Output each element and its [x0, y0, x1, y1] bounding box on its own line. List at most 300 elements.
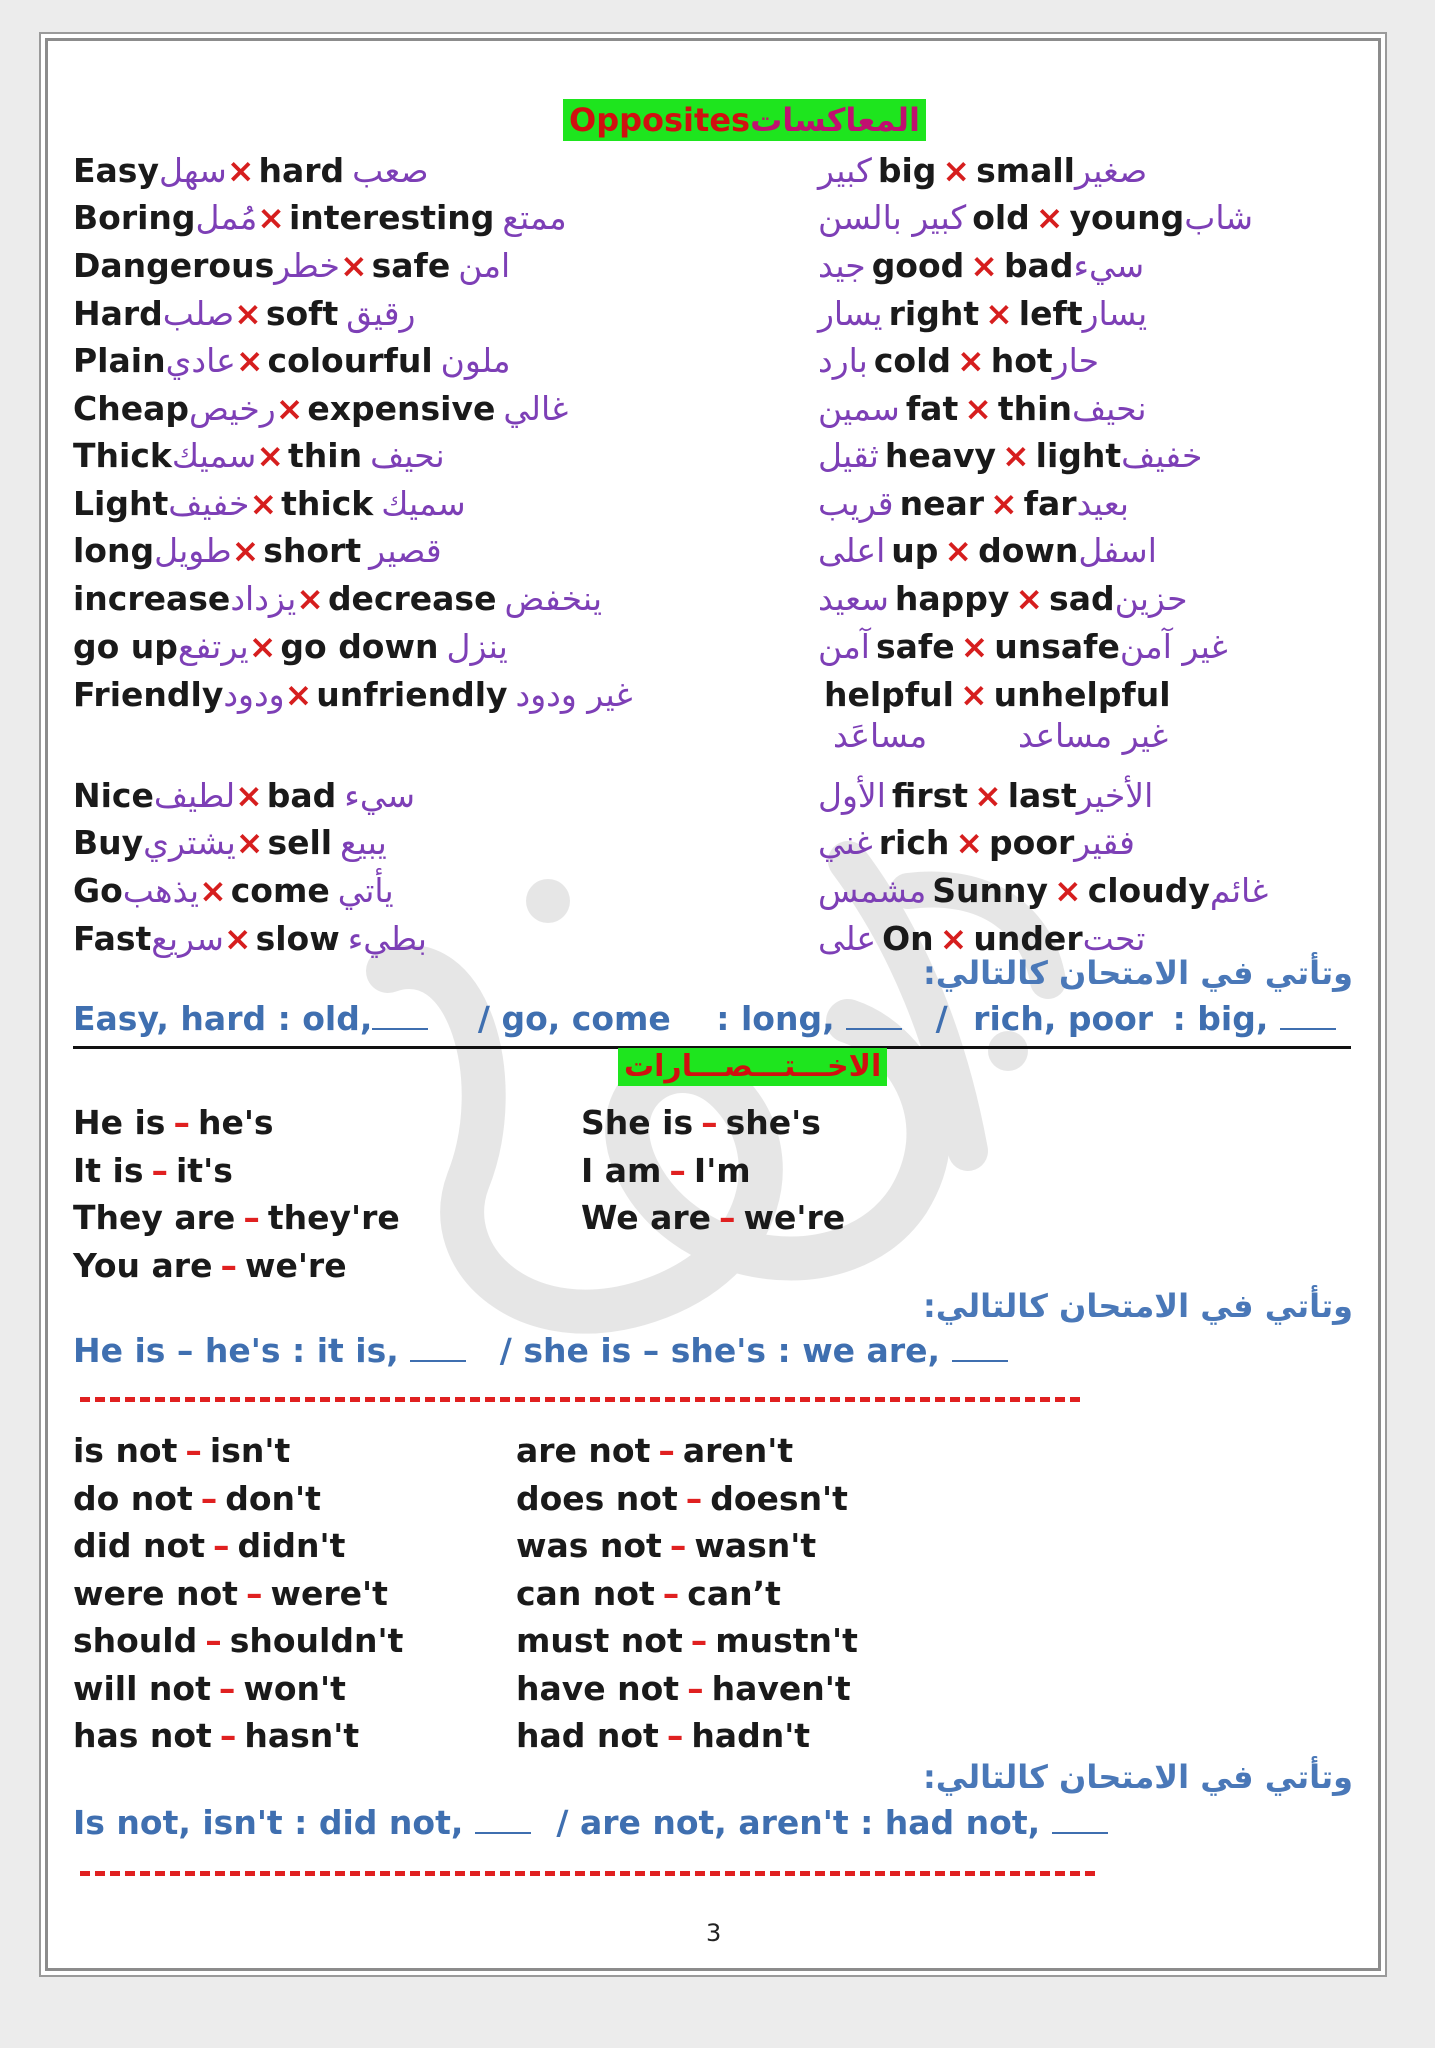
short-form: didn't — [237, 1526, 346, 1565]
contraction-pair — [581, 1198, 845, 1238]
short-form: doesn't — [710, 1478, 848, 1518]
english-word: last — [1007, 776, 1077, 815]
short-form: hasn't — [244, 1716, 360, 1755]
opposite-pair — [73, 389, 568, 429]
short-form: mustn't — [715, 1621, 858, 1660]
arabic-meaning: يزداد — [230, 579, 297, 618]
english-word: big — [877, 151, 937, 190]
arabic-meaning: يسار — [818, 294, 883, 333]
dash-mark: – — [205, 1621, 222, 1660]
exam-text: / — [935, 999, 948, 1038]
full-form: do not — [73, 1478, 193, 1518]
arabic-meaning: قريب — [818, 484, 894, 523]
english-word: Boring — [73, 198, 196, 237]
english-word: expensive — [307, 389, 496, 428]
arabic-meaning: سمين — [818, 389, 900, 428]
english-word: thick — [281, 484, 374, 523]
english-word: go down — [280, 627, 439, 666]
arabic-meaning: لطيف — [153, 776, 236, 815]
contraction-pair — [516, 1431, 793, 1471]
opposite-mark: × — [296, 579, 324, 618]
arabic-meaning: يشتري — [143, 823, 236, 862]
arabic-meaning: ودود — [223, 675, 285, 714]
short-form: we're — [244, 1245, 347, 1285]
worksheet-page — [45, 38, 1381, 1971]
english-word: increase — [73, 579, 231, 618]
english-word: Friendly — [73, 675, 224, 714]
exam-note-opposites: وتأتي في الامتحان كالتالي: — [922, 954, 1353, 992]
english-word: left — [1018, 294, 1083, 333]
opposite-mark: × — [964, 389, 992, 428]
page-number: 3 — [706, 1919, 722, 1947]
contraction-pair — [73, 1479, 321, 1519]
opposite-mark: × — [1002, 436, 1030, 475]
opposite-pair — [73, 919, 427, 959]
english-word: cloudy — [1087, 871, 1210, 910]
opposite-pair — [818, 531, 1157, 571]
arabic-meaning: سريع — [151, 919, 224, 958]
arabic-meaning: تحت — [1082, 919, 1146, 958]
arabic-meaning: غالي — [503, 389, 569, 428]
full-form: They are — [73, 1198, 236, 1237]
dash-mark: – — [200, 1478, 218, 1518]
opposite-mark: × — [226, 151, 255, 190]
full-form: She is — [581, 1103, 694, 1142]
opposite-mark: × — [974, 776, 1002, 815]
contraction-pair — [73, 1431, 290, 1471]
short-form: hadn't — [691, 1716, 811, 1755]
english-word: soft — [265, 294, 339, 333]
opposite-mark: × — [235, 341, 264, 380]
contraction-pair — [73, 1669, 346, 1709]
english-word: down — [978, 531, 1079, 570]
arabic-meaning: خفيف — [1121, 436, 1203, 475]
opposite-mark: × — [1054, 871, 1082, 910]
red-dashed-divider-2 — [80, 1871, 1095, 1876]
short-form: isn't — [209, 1431, 291, 1470]
full-form: are not — [516, 1431, 651, 1470]
exam-text: He is – he's : it is, — [73, 1331, 399, 1370]
arabic-meaning: اسفل — [1078, 531, 1157, 570]
english-word: interesting — [288, 198, 495, 237]
exam-text: : long, — [716, 999, 835, 1038]
opposite-pair — [818, 675, 1171, 715]
arabic-meaning: غني — [818, 823, 873, 862]
opposite-pair — [73, 627, 508, 667]
opposite-pair — [818, 871, 1268, 911]
dash-mark: – — [243, 1198, 260, 1237]
opposite-mark: × — [231, 531, 260, 570]
full-form: will not — [73, 1668, 211, 1708]
opposite-pair — [818, 198, 1253, 238]
short-form: he's — [197, 1103, 274, 1142]
arabic-meaning: يذهب — [122, 871, 200, 910]
dash-mark: – — [173, 1103, 190, 1142]
opposite-mark: × — [955, 823, 984, 862]
opposite-mark: × — [990, 484, 1018, 523]
english-word: unfriendly — [316, 675, 508, 714]
contraction-pair — [73, 1574, 388, 1614]
arabic-meaning: مشمس — [818, 871, 927, 910]
full-form: should — [73, 1621, 198, 1660]
contraction-pair — [73, 1526, 345, 1566]
english-word: Thick — [73, 436, 172, 475]
english-word: Buy — [73, 823, 144, 862]
short-form: shouldn't — [229, 1621, 404, 1660]
arabic-meaning: ينزل — [446, 627, 508, 666]
arabic-meaning: خفيف — [168, 484, 250, 523]
arabic-meaning: الأول — [818, 776, 886, 815]
dash-mark: – — [212, 1526, 230, 1565]
opposite-mark: × — [1035, 198, 1064, 237]
english-word: safe — [371, 246, 451, 285]
arabic-meaning: يرتفع — [177, 627, 249, 666]
short-form: they're — [267, 1198, 400, 1237]
english-word: go up — [73, 627, 178, 666]
helpful-ar: مساعَد — [833, 716, 928, 755]
english-word: colourful — [267, 341, 433, 380]
arabic-meaning: على — [818, 919, 877, 958]
red-dashed-divider — [80, 1397, 1080, 1402]
english-word: good — [871, 246, 965, 285]
opposite-pair — [818, 484, 1129, 524]
english-word: Plain — [73, 341, 166, 380]
opposite-mark: × — [223, 919, 252, 958]
dash-mark: – — [685, 1478, 703, 1518]
short-form: were't — [270, 1573, 388, 1613]
full-form: We are — [581, 1198, 712, 1237]
english-word: bad — [1003, 246, 1074, 285]
arabic-meaning: نحيف — [370, 436, 445, 475]
english-word: Go — [73, 871, 123, 910]
arabic-meaning: صعب — [352, 151, 429, 190]
opposite-mark: × — [235, 776, 263, 815]
english-word: unsafe — [994, 627, 1120, 666]
contraction-pair — [516, 1574, 781, 1614]
opposite-mark: × — [235, 823, 264, 862]
full-form: He is — [73, 1103, 166, 1142]
english-word: near — [899, 484, 984, 523]
arabic-meaning: صغير — [1074, 151, 1148, 190]
contraction-pair — [73, 1103, 274, 1143]
contraction-pair — [516, 1526, 816, 1566]
opposite-pair — [818, 294, 1147, 334]
arabic-meaning: يأتي — [337, 871, 394, 910]
exam-contractions — [73, 1331, 1008, 1371]
dash-mark: – — [687, 1668, 704, 1708]
opposite-pair — [818, 389, 1147, 429]
opposite-mark: × — [985, 294, 1013, 333]
opposite-mark: × — [257, 198, 285, 237]
english-word: safe — [875, 627, 955, 666]
arabic-meaning: غائم — [1209, 871, 1269, 910]
arabic-meaning: سيء — [344, 776, 415, 815]
dash-mark: – — [690, 1621, 708, 1660]
opposite-pair — [73, 341, 511, 381]
arabic-meaning: مُمل — [195, 198, 258, 237]
english-word: heavy — [884, 436, 996, 475]
english-word: bad — [266, 776, 337, 815]
dash-mark: – — [669, 1150, 686, 1190]
short-form: I'm — [693, 1150, 751, 1190]
english-word: under — [973, 919, 1083, 958]
contraction-pair — [73, 1198, 400, 1238]
arabic-meaning: سيء — [1073, 246, 1145, 285]
full-form: is not — [73, 1431, 178, 1470]
opposite-mark: × — [942, 151, 971, 190]
dash-mark: – — [662, 1573, 680, 1613]
arabic-meaning: كبير — [818, 151, 872, 190]
opposite-mark: × — [939, 919, 968, 958]
english-word: first — [891, 776, 969, 815]
english-word: slow — [255, 919, 340, 958]
full-form: has not — [73, 1716, 212, 1755]
english-word: Dangerous — [73, 246, 275, 285]
exam-text: / she is – she's : we are, — [499, 1331, 941, 1370]
opposite-pair — [73, 871, 394, 911]
arabic-meaning: ممتع — [502, 198, 567, 237]
opposite-mark: × — [256, 436, 284, 475]
contraction-pair — [73, 1151, 233, 1191]
exam-note-negatives: وتأتي في الامتحان كالتالي: — [922, 1758, 1353, 1796]
arabic-meaning: ثقيل — [818, 436, 879, 475]
english-word: Easy — [73, 151, 159, 190]
full-form: does not — [516, 1478, 678, 1518]
english-word: young — [1069, 198, 1185, 237]
english-word: Sunny — [932, 871, 1049, 910]
exam-text: / are not, aren't : had not, — [556, 1803, 1041, 1842]
english-word: helpful — [824, 675, 954, 714]
english-word: hot — [990, 341, 1053, 380]
arabic-meaning: اعلى — [818, 531, 886, 570]
arabic-meaning: حار — [1052, 341, 1100, 380]
full-form: You are — [73, 1245, 213, 1285]
full-form: have not — [516, 1668, 680, 1708]
arabic-meaning: بطيء — [347, 919, 427, 958]
blank — [372, 1002, 428, 1030]
blank — [475, 1806, 531, 1834]
dash-mark: – — [245, 1573, 263, 1613]
arabic-meaning: عادي — [165, 341, 236, 380]
opposite-pair — [73, 436, 445, 476]
opposite-pair — [73, 675, 633, 715]
opposite-pair — [73, 294, 415, 334]
full-form: can not — [516, 1573, 655, 1613]
arabic-meaning: سعيد — [818, 579, 889, 618]
opposite-pair — [818, 823, 1135, 863]
english-word: sell — [267, 823, 333, 862]
english-word: Light — [73, 484, 169, 523]
full-form: did not — [73, 1526, 205, 1565]
arabic-meaning: سميك — [381, 484, 466, 523]
blank — [1052, 1806, 1108, 1834]
short-form: won't — [243, 1668, 346, 1708]
arabic-meaning: بعيد — [1076, 484, 1129, 523]
arabic-meaning: طويل — [154, 531, 232, 570]
short-form: she's — [725, 1103, 821, 1142]
english-word: Hard — [73, 294, 163, 333]
opposite-pair — [73, 151, 429, 191]
opposite-pair — [818, 151, 1147, 191]
dash-mark: – — [219, 1716, 237, 1755]
arabic-meaning: غير ودود — [515, 675, 633, 714]
short-form: don't — [225, 1478, 321, 1518]
exam-text: : big, — [1172, 999, 1269, 1038]
arabic-meaning: يبيع — [340, 823, 387, 862]
arabic-meaning: جيد — [818, 246, 866, 285]
arabic-meaning: كبير بالسن — [818, 198, 967, 237]
blank — [952, 1334, 1008, 1362]
contractions-title-text: الاخـــتـــصـــارات — [624, 1049, 882, 1084]
arabic-meaning: الأخير — [1076, 776, 1154, 815]
dash-mark: – — [185, 1431, 202, 1470]
exam-text: Is not, isn't : did not, — [73, 1803, 464, 1842]
english-word: long — [73, 531, 155, 570]
opposite-pair — [818, 246, 1144, 286]
english-word: fat — [905, 389, 959, 428]
english-word: hard — [258, 151, 345, 190]
arabic-meaning: سهل — [158, 151, 227, 190]
short-form: it's — [176, 1150, 233, 1190]
english-word: rich — [878, 823, 950, 862]
contractions-title — [618, 1048, 887, 1086]
blank — [846, 1002, 902, 1030]
opposite-mark: × — [199, 871, 227, 910]
arabic-meaning: ملون — [440, 341, 511, 380]
exam-text: / go, come — [477, 999, 671, 1038]
arabic-meaning: خطر — [274, 246, 340, 285]
arabic-meaning: صلب — [162, 294, 235, 333]
short-form: wasn't — [694, 1526, 817, 1565]
english-word: sad — [1049, 579, 1115, 618]
opposite-mark: × — [959, 675, 988, 714]
english-word: short — [263, 531, 362, 570]
english-word: cold — [873, 341, 952, 380]
short-form: aren't — [682, 1431, 794, 1470]
english-word: On — [882, 919, 934, 958]
opposite-pair — [73, 531, 442, 571]
opposite-mark: × — [944, 531, 973, 570]
english-word: decrease — [327, 579, 497, 618]
opposite-mark: × — [339, 246, 368, 285]
dash-mark: – — [669, 1526, 687, 1565]
english-word: far — [1023, 484, 1077, 523]
english-word: thin — [997, 389, 1072, 428]
dash-mark: – — [151, 1150, 168, 1190]
opposite-pair — [818, 627, 1228, 667]
short-form: we're — [743, 1198, 846, 1237]
english-word: old — [972, 198, 1030, 237]
contraction-pair — [581, 1103, 821, 1143]
exam-text: rich, poor — [973, 999, 1154, 1038]
full-form: must not — [516, 1621, 683, 1660]
opposite-mark: × — [970, 246, 998, 285]
opposite-mark: × — [1015, 579, 1044, 618]
opposite-pair — [73, 579, 602, 619]
contraction-pair — [516, 1621, 858, 1661]
dash-mark: – — [218, 1668, 236, 1708]
english-word: happy — [894, 579, 1010, 618]
arabic-meaning: نحيف — [1071, 389, 1147, 428]
opposite-pair — [73, 776, 415, 816]
english-word: small — [976, 151, 1075, 190]
dash-mark: – — [719, 1198, 736, 1237]
exam-text: Easy, hard : old, — [73, 999, 373, 1038]
opposite-mark: × — [234, 294, 262, 333]
dash-mark: – — [666, 1716, 684, 1755]
arabic-meaning: ينخفض — [504, 579, 603, 618]
full-form: I am — [581, 1150, 662, 1190]
opposite-pair — [818, 436, 1202, 476]
opposite-mark: × — [248, 627, 277, 666]
dash-mark: – — [658, 1431, 675, 1470]
opposite-pair — [818, 341, 1099, 381]
arabic-meaning: آمن — [818, 627, 870, 666]
english-word: Nice — [73, 776, 154, 815]
english-word: right — [888, 294, 980, 333]
english-word: poor — [989, 823, 1075, 862]
contraction-pair — [73, 1621, 403, 1661]
full-form: had not — [516, 1716, 659, 1755]
arabic-meaning: شاب — [1184, 198, 1254, 237]
opposite-pair — [818, 776, 1153, 816]
blank — [410, 1334, 466, 1362]
english-word: Fast — [73, 919, 152, 958]
contraction-pair — [516, 1716, 810, 1756]
full-form: It is — [73, 1150, 144, 1190]
dash-mark: – — [701, 1103, 718, 1142]
opposites-title-ar: المعاكسات — [750, 101, 920, 139]
opposite-mark: × — [275, 389, 304, 428]
dash-mark: – — [220, 1245, 237, 1285]
short-form: haven't — [711, 1668, 851, 1708]
contraction-pair — [581, 1151, 751, 1191]
arabic-meaning: سميك — [171, 436, 257, 475]
english-word: thin — [287, 436, 363, 475]
english-word: Cheap — [73, 389, 189, 428]
arabic-meaning: غير آمن — [1119, 627, 1228, 666]
opposites-title-en: Opposites — [569, 101, 751, 139]
arabic-meaning: رقيق — [346, 294, 416, 333]
contraction-pair — [73, 1716, 359, 1756]
arabic-meaning: بارد — [818, 341, 868, 380]
unhelpful-ar: غير مساعد — [1018, 716, 1169, 755]
opposite-pair — [73, 484, 466, 524]
english-word: up — [891, 531, 939, 570]
arabic-meaning: فقير — [1074, 823, 1135, 862]
arabic-meaning: امن — [458, 246, 511, 285]
opposite-pair — [73, 246, 510, 286]
opposite-mark: × — [960, 627, 989, 666]
opposites-title — [563, 99, 926, 141]
contraction-pair — [516, 1669, 851, 1709]
english-word: light — [1035, 436, 1122, 475]
english-word: come — [230, 871, 330, 910]
opposite-pair — [818, 579, 1188, 619]
exam-opposites — [73, 999, 1336, 1039]
opposite-mark: × — [957, 341, 985, 380]
full-form: was not — [516, 1526, 662, 1565]
arabic-meaning: قصير — [369, 531, 442, 570]
opposite-pair — [73, 823, 387, 863]
contraction-pair — [73, 1246, 347, 1286]
opposite-mark: × — [284, 675, 313, 714]
blank — [1280, 1002, 1336, 1030]
arabic-meaning: يسار — [1082, 294, 1148, 333]
arabic-meaning: رخيص — [188, 389, 276, 428]
opposite-pair — [73, 198, 567, 238]
contraction-pair — [516, 1479, 848, 1519]
